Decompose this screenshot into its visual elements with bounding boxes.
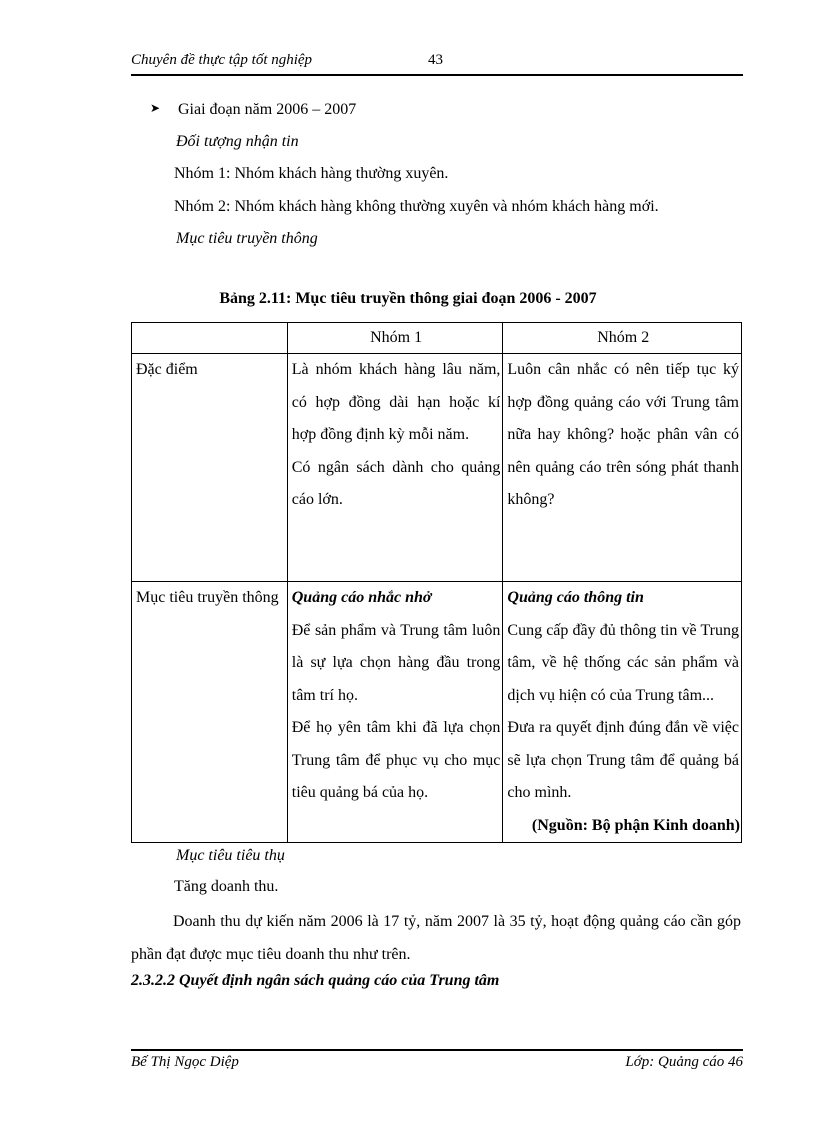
table-header-cell: Nhóm 2: [503, 323, 742, 354]
cell-paragraph: Luôn cân nhắc có nên tiếp tục ký hợp đồng quảng cáo với Trung tâm nữa hay không? hoặc phân vân có nên quảng cáo trên sóng phát thanh không?: [507, 361, 739, 508]
footer-divider: [131, 1049, 743, 1051]
sales-goal-heading: Mục tiêu tiêu thụ: [176, 847, 285, 864]
table-header-cell: Nhóm 1: [287, 323, 503, 354]
header-title: Chuyên đề thực tập tốt nghiệp: [131, 52, 313, 68]
table-row: [132, 354, 742, 582]
table-cell: [503, 582, 742, 843]
cell-paragraph: Đưa ra quyết định đúng đắn về việc sẽ lựa chọn Trung tâm để quảng bá cho mình.: [507, 719, 739, 801]
row-label: Mục tiêu truyền thông: [132, 582, 288, 843]
footer-author: Bế Thị Ngọc Diệp: [131, 1054, 239, 1070]
table-cell: [503, 354, 742, 582]
page-number: 43: [428, 52, 443, 68]
arrow-bullet-icon: ➤: [150, 101, 161, 115]
table-header-row: [132, 323, 742, 354]
cell-title: Quảng cáo nhắc nhở: [291, 589, 432, 606]
cell-paragraph: Để họ yên tâm khi đã lựa chọn Trung tâm để phục vụ cho mục tiêu quảng bá của họ.: [291, 719, 501, 801]
section-heading: 2.3.2.2 Quyết định ngân sách quảng cáo của Trung tâm: [131, 972, 500, 989]
cell-paragraph: Cung cấp đầy đủ thông tin về Trung tâm, về hệ thống các sản phẩm và dịch vụ hiện có của Trung tâm...: [507, 621, 739, 704]
revenue-paragraph: Doanh thu dự kiến năm 2006 là 17 tỷ, năm 2007 là 35 tỷ, hoạt động quảng cáo cần góp phần đạt được mục tiêu doanh thu như trên.: [131, 913, 741, 963]
period-bullet-text: Giai đoạn năm 2006 – 2007: [178, 101, 357, 118]
cell-paragraph: Để sản phẩm và Trung tâm luôn là sự lựa chọn hàng đầu trong tâm trí họ.: [291, 621, 501, 704]
goals-table: [131, 322, 742, 843]
group1-line: Nhóm 1: Nhóm khách hàng thường xuyên.: [174, 165, 449, 182]
table-caption: Bảng 2.11: Mục tiêu truyền thông giai đoạn 2006 - 2007: [219, 290, 597, 307]
cell-title: Quảng cáo thông tin: [507, 589, 644, 606]
table-row: [132, 582, 742, 843]
footer-class: Lớp: Quảng cáo 46: [625, 1054, 743, 1070]
table-cell: [287, 354, 503, 582]
table-cell: [287, 582, 503, 843]
cell-paragraph: Có ngân sách dành cho quảng cáo lớn.: [291, 458, 501, 508]
comm-goal-heading: Mục tiêu truyền thông: [176, 230, 318, 247]
table-source: (Nguồn: Bộ phận Kinh doanh): [531, 817, 740, 834]
row-label: Đặc điểm: [132, 354, 288, 582]
sales-goal-text: Tăng doanh thu.: [174, 878, 279, 895]
cell-paragraph: Là nhóm khách hàng lâu năm, có hợp đồng dài hạn hoặc kí hợp đồng định kỳ mỗi năm.: [291, 361, 501, 443]
audience-heading: Đối tượng nhận tin: [176, 133, 299, 150]
table-header-cell: [132, 323, 288, 354]
page-header: [131, 52, 743, 76]
group2-line: Nhóm 2: Nhóm khách hàng không thường xuyên và nhóm khách hàng mới.: [174, 198, 659, 215]
